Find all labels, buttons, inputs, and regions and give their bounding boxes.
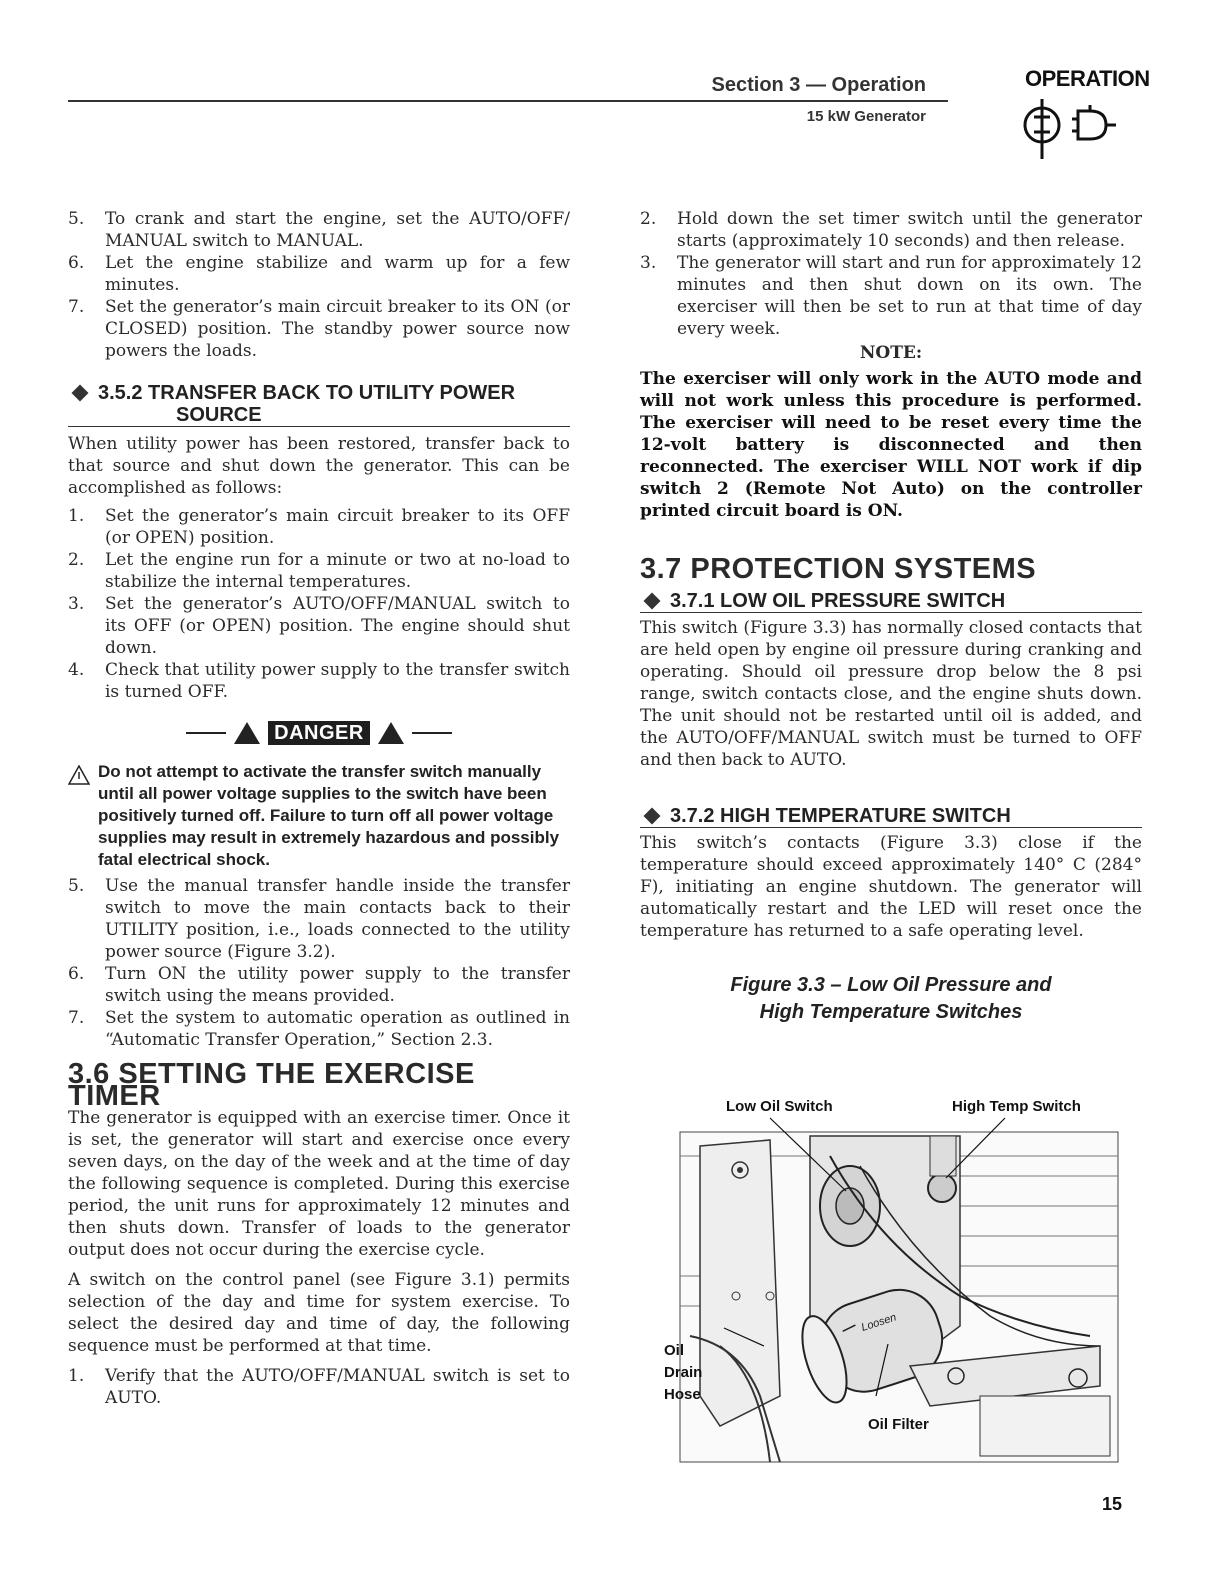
list-item: 2. Let the engine run for a minute or two at no-load to stabilize the internal temperatures. — [68, 550, 570, 592]
list-item: 3. Set the generator’s AUTO/OFF/MANUAL switch to its OFF (or OPEN) position. The engine should shut down. — [68, 594, 570, 658]
label-drain: Drain — [664, 1364, 703, 1381]
left-column — [68, 208, 570, 1409]
list-item: 4. Check that utility power supply to the transfer switch is turned OFF. — [68, 660, 570, 702]
heading-3-5-2-line2: SOURCE — [176, 404, 262, 426]
diamond-bullet-icon — [644, 592, 661, 609]
figure-title-line-2: High Temperature Switches — [759, 1001, 1023, 1023]
figure-title — [640, 972, 1142, 1026]
heading-3-7-2: 3.7.2 HIGH TEMPERATURE SWITCH — [640, 805, 1142, 827]
divider — [412, 732, 452, 734]
paragraph-transfer-back-intro: When utility power has been restored, transfer back to that source and shut down the generator. This can be accomplished as follows: — [68, 434, 570, 498]
right-column — [640, 208, 1142, 1026]
list-item: 5. To crank and start the engine, set the AUTO/OFF/ MANUAL switch to MANUAL. — [68, 209, 570, 251]
generator-symbol-icon — [1010, 95, 1120, 165]
label-low-oil-switch: Low Oil Switch — [726, 1098, 833, 1115]
figure-title-line-1: Figure 3.3 – Low Oil Pressure and — [730, 974, 1052, 996]
diamond-bullet-icon — [72, 384, 89, 401]
heading-underline — [640, 827, 1142, 828]
paragraph-high-temp-switch: This switch’s contacts (Figure 3.3) close if the temperature should exceed approximately 140° C (284° F), initiating an engine shutdown. The generator will automatically restart and the LED will reset once the temperature has returned to a safe operating level. — [640, 833, 1142, 941]
paragraph-control-panel-switch: A switch on the control panel (see Figure 3.1) permits selection of the day and time for system exercise. To select the desired day and time of day, the following sequence must be performed at that time. — [68, 1270, 570, 1356]
list-item: 1. Verify that the AUTO/OFF/MANUAL switch is set to AUTO. — [68, 1366, 570, 1408]
header-rule — [68, 100, 948, 102]
step-list-transfer-back — [68, 505, 570, 703]
danger-warning-text: Do not attempt to activate the transfer switch manually until all power voltage supplies to the switch have been positively turned off. Failure to turn off all power voltage supplies may result in extremely hazardous and possibly fatal electrical shock. — [68, 761, 570, 871]
heading-underline — [640, 612, 1142, 613]
section-subtitle: 15 kW Generator — [806, 108, 926, 125]
note-text: The exerciser will only work in the AUTO mode and will not work unless this procedure is performed. The exerciser will need to be reset every time the 12-volt battery is disconnected and then reconnected. The exerciser WILL NOT work if dip switch 2 (Remote Not Auto) on the controller printed circuit board is ON. — [640, 369, 1142, 521]
operation-label: OPERATION — [1025, 66, 1150, 91]
label-high-temp-switch: High Temp Switch — [952, 1098, 1081, 1115]
engine-illustration — [660, 1096, 1120, 1466]
label-hose: Hose — [664, 1386, 701, 1403]
divider — [186, 732, 226, 734]
paragraph-exercise-timer: The generator is equipped with an exercise timer. Once it is set, the generator will start and exercise once every seven days, on the day of the week and at the time of day the following sequence is completed. During this exercise period, the unit runs for approximately 12 minutes and then shuts down. Transfer of loads to the generator output does not occur during the exercise cycle. — [68, 1108, 570, 1260]
step-list-exercise-continued — [640, 208, 1142, 340]
diamond-bullet-icon — [644, 807, 661, 824]
heading-underline — [68, 426, 570, 427]
heading-3-6: 3.6 SETTING THE EXERCISE TIMER — [68, 1058, 475, 1112]
danger-banner — [68, 721, 570, 745]
step-list-return-utility — [68, 875, 570, 1051]
warning-outline-icon — [68, 765, 90, 785]
warning-triangle-icon — [378, 722, 404, 744]
heading-3-7-1: 3.7.1 LOW OIL PRESSURE SWITCH — [640, 590, 1142, 612]
page-number: 15 — [1102, 1494, 1123, 1514]
list-item: 6. Turn ON the utility power supply to the transfer switch using the means provided. — [68, 964, 570, 1006]
note-heading: NOTE: — [859, 343, 923, 363]
label-oil-filter: Oil Filter — [868, 1416, 929, 1433]
step-list-start-engine — [68, 208, 570, 362]
danger-label: DANGER — [268, 721, 370, 745]
list-item: 3. The generator will start and run for approximately 12 minutes and then shut down on its own. The exerciser will then be set to run at that time of day every week. — [640, 253, 1142, 339]
step-list-exercise — [68, 1365, 570, 1409]
list-item: 2. Hold down the set timer switch until the generator starts (approximately 10 seconds) and then release. — [640, 209, 1142, 251]
list-item: 5. Use the manual transfer handle inside the transfer switch to move the main contacts back to their UTILITY position, i.e., loads connected to the utility power source (Figure 3.2). — [68, 876, 570, 962]
loosen-text: Loosen — [859, 1311, 898, 1334]
list-item: 7. Set the system to automatic operation as outlined in “Automatic Transfer Operation,” Section 2.3. — [68, 1008, 570, 1050]
list-item: 1. Set the generator’s main circuit breaker to its OFF (or OPEN) position. — [68, 506, 570, 548]
paragraph-low-oil-switch: This switch (Figure 3.3) has normally closed contacts that are held open by engine oil pressure during cranking and operating. Should oil pressure drop below the 8 psi range, switch contacts close, and the engine shuts down. The unit should not be restarted until oil is added, and the AUTO/OFF/MANUAL switch must be turned to OFF and then back to AUTO. — [640, 618, 1142, 770]
heading-3-5-2: 3.5.2 TRANSFER BACK TO UTILITY POWER — [68, 382, 570, 404]
warning-triangle-icon — [234, 722, 260, 744]
section-title: Section 3 — Operation — [711, 74, 926, 96]
heading-3-7: 3.7 PROTECTION SYSTEMS — [640, 553, 1037, 585]
figure-oil-temp-switches — [660, 1096, 1120, 1466]
label-oil: Oil — [664, 1342, 685, 1359]
list-item: 6. Let the engine stabilize and warm up for a few minutes. — [68, 253, 570, 295]
list-item: 7. Set the generator’s main circuit breaker to its ON (or CLOSED) position. The standby power source now powers the loads. — [68, 297, 570, 361]
